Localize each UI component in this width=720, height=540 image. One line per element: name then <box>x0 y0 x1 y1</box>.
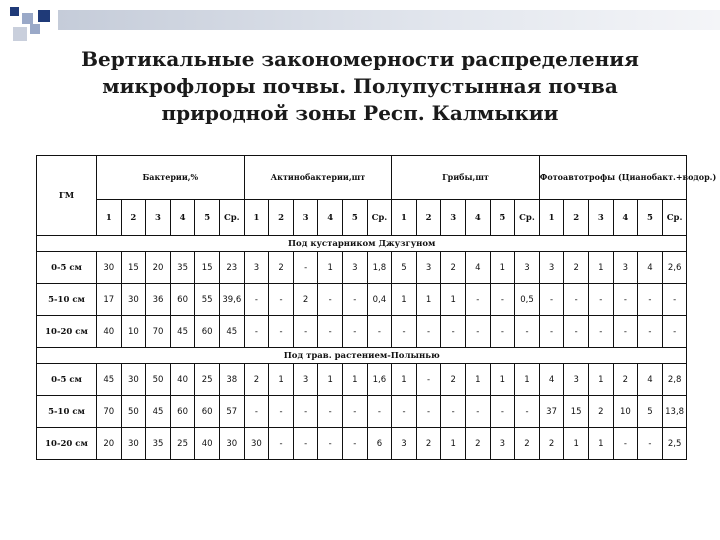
table-cell: 55 <box>195 284 220 316</box>
table-cell: - <box>539 284 564 316</box>
table-cell: - <box>416 396 441 428</box>
table-cell: - <box>465 316 490 348</box>
table-cell: - <box>490 316 515 348</box>
table-cell: - <box>441 396 466 428</box>
table-cell: 70 <box>97 396 122 428</box>
table-cell: 50 <box>121 396 146 428</box>
table-cell: - <box>490 396 515 428</box>
row-label: 10-20 см <box>37 316 97 348</box>
table-cell: 3 <box>392 428 417 460</box>
table-cell: - <box>293 316 318 348</box>
table-cell: 2,5 <box>662 428 687 460</box>
table-cell: 2 <box>564 252 589 284</box>
table-cell: 5 <box>392 252 417 284</box>
table-cell: 1 <box>564 428 589 460</box>
table-cell: 10 <box>121 316 146 348</box>
table-cell: - <box>638 284 663 316</box>
sub-header: 2 <box>416 200 441 236</box>
table-cell: 45 <box>170 316 195 348</box>
sub-header: Ср. <box>515 200 540 236</box>
table-cell: 1 <box>269 364 294 396</box>
table-cell: - <box>588 316 613 348</box>
table-cell: 0,4 <box>367 284 392 316</box>
table-cell: - <box>318 396 343 428</box>
table-cell: 17 <box>97 284 122 316</box>
table-cell: 1 <box>441 284 466 316</box>
table-cell: 70 <box>146 316 171 348</box>
table-cell: - <box>564 316 589 348</box>
table-cell: 30 <box>121 364 146 396</box>
table-cell: - <box>662 316 687 348</box>
table-cell: 1 <box>465 364 490 396</box>
sub-header: 5 <box>343 200 368 236</box>
table-cell: - <box>269 316 294 348</box>
table-cell: 30 <box>97 252 122 284</box>
table-cell: 3 <box>416 252 441 284</box>
table-cell: - <box>392 396 417 428</box>
table-cell: 3 <box>515 252 540 284</box>
table-cell: 1,8 <box>367 252 392 284</box>
table-cell: 1 <box>588 364 613 396</box>
sub-header: 4 <box>170 200 195 236</box>
table-cell: - <box>638 428 663 460</box>
group-header: Грибы,шт <box>392 156 540 200</box>
table-cell: 2,8 <box>662 364 687 396</box>
table-cell: 2 <box>269 252 294 284</box>
table-cell: - <box>564 284 589 316</box>
table-cell: - <box>490 284 515 316</box>
table-cell: 6 <box>367 428 392 460</box>
table-cell: 2 <box>539 428 564 460</box>
table-cell: 2 <box>613 364 638 396</box>
table-cell: 1 <box>441 428 466 460</box>
table-cell: 13,8 <box>662 396 687 428</box>
table-cell: 50 <box>146 364 171 396</box>
table-cell: 2 <box>441 252 466 284</box>
table-cell: - <box>343 396 368 428</box>
sub-header: 1 <box>392 200 417 236</box>
sub-header: 5 <box>490 200 515 236</box>
table-cell: - <box>367 316 392 348</box>
table-cell: 25 <box>195 364 220 396</box>
sub-header: 4 <box>613 200 638 236</box>
decor-square <box>38 10 50 22</box>
table-cell: 3 <box>244 252 269 284</box>
table-row <box>37 284 687 316</box>
table-cell: 60 <box>195 316 220 348</box>
table-cell: 2 <box>515 428 540 460</box>
table-cell: - <box>244 284 269 316</box>
table-cell: - <box>269 428 294 460</box>
decor-square <box>30 24 40 34</box>
table-cell: - <box>318 316 343 348</box>
table-cell: - <box>343 428 368 460</box>
table-cell: - <box>416 364 441 396</box>
table-cell: - <box>343 316 368 348</box>
table-cell: - <box>318 284 343 316</box>
table-cell: 1 <box>416 284 441 316</box>
table-cell: 60 <box>195 396 220 428</box>
table-cell: 60 <box>170 284 195 316</box>
sub-header: 3 <box>588 200 613 236</box>
sub-header: 2 <box>269 200 294 236</box>
sub-header: 2 <box>564 200 589 236</box>
table-cell: - <box>613 428 638 460</box>
sub-header: Ср. <box>662 200 687 236</box>
table-cell: 10 <box>613 396 638 428</box>
table-cell: - <box>318 428 343 460</box>
table-cell: 4 <box>638 252 663 284</box>
row-label: 5-10 см <box>37 284 97 316</box>
sub-header: 4 <box>465 200 490 236</box>
table-cell: - <box>244 396 269 428</box>
table-cell: 1 <box>343 364 368 396</box>
table-cell: 3 <box>343 252 368 284</box>
table-cell: 2 <box>441 364 466 396</box>
table-cell: 1 <box>588 428 613 460</box>
sub-header: 3 <box>441 200 466 236</box>
group-header: Актинобактерии,шт <box>244 156 392 200</box>
decor-header-bar <box>58 10 720 30</box>
table-cell: 30 <box>121 284 146 316</box>
table-cell: 38 <box>219 364 244 396</box>
table-cell: 35 <box>146 428 171 460</box>
table-cell: - <box>416 316 441 348</box>
table-row <box>37 364 687 396</box>
section-title: Под трав. растением-Полынью <box>37 348 687 364</box>
table-cell: 2 <box>588 396 613 428</box>
table-cell: 3 <box>613 252 638 284</box>
sub-header: 1 <box>539 200 564 236</box>
table-cell: 25 <box>170 428 195 460</box>
table-cell: 3 <box>490 428 515 460</box>
table-cell: 60 <box>170 396 195 428</box>
table-cell: 40 <box>170 364 195 396</box>
table-cell: 15 <box>121 252 146 284</box>
sub-header: 2 <box>121 200 146 236</box>
table-cell: - <box>269 284 294 316</box>
table-cell: - <box>465 284 490 316</box>
table-cell: 3 <box>539 252 564 284</box>
table-cell: 0,5 <box>515 284 540 316</box>
sub-header: Ср. <box>219 200 244 236</box>
table-cell: - <box>662 284 687 316</box>
table-cell: - <box>293 252 318 284</box>
table-cell: - <box>392 316 417 348</box>
table-cell: 45 <box>146 396 171 428</box>
table-cell: 1 <box>392 284 417 316</box>
table-cell: - <box>269 396 294 428</box>
sub-header: 4 <box>318 200 343 236</box>
decor-square <box>13 27 27 41</box>
table-cell: 30 <box>121 428 146 460</box>
row-label: 10-20 см <box>37 428 97 460</box>
table-cell: 35 <box>170 252 195 284</box>
row-label: 0-5 см <box>37 252 97 284</box>
table-cell: - <box>515 396 540 428</box>
table-cell: 1,6 <box>367 364 392 396</box>
gm-header: ГМ <box>37 156 97 236</box>
table-cell: 57 <box>219 396 244 428</box>
table-cell: 15 <box>195 252 220 284</box>
table-cell: 3 <box>564 364 589 396</box>
table-cell: 40 <box>195 428 220 460</box>
table-cell: 45 <box>219 316 244 348</box>
table-cell: 1 <box>318 252 343 284</box>
table-cell: 4 <box>539 364 564 396</box>
section-title: Под кустарником Джузгуном <box>37 236 687 252</box>
table-cell: 2,6 <box>662 252 687 284</box>
table-cell: 1 <box>490 252 515 284</box>
decor-square <box>22 13 33 24</box>
row-label: 5-10 см <box>37 396 97 428</box>
table-cell: 30 <box>219 428 244 460</box>
sub-header: 3 <box>293 200 318 236</box>
sub-header: 5 <box>638 200 663 236</box>
table-row <box>37 396 687 428</box>
table-cell: 23 <box>219 252 244 284</box>
table-cell: 3 <box>293 364 318 396</box>
table-cell: 1 <box>318 364 343 396</box>
table-cell: 1 <box>515 364 540 396</box>
table-cell: 20 <box>97 428 122 460</box>
group-header: Бактерии,% <box>97 156 245 200</box>
sub-header: 1 <box>97 200 122 236</box>
table-cell: 4 <box>638 364 663 396</box>
table-cell: - <box>539 316 564 348</box>
sub-header: Ср. <box>367 200 392 236</box>
table-cell: - <box>613 316 638 348</box>
sub-header: 1 <box>244 200 269 236</box>
table-cell: 20 <box>146 252 171 284</box>
microflora-table <box>36 155 717 460</box>
table-cell: - <box>638 316 663 348</box>
group-header: Фотоавтотрофы (Цианобакт.+водор.) <box>539 156 687 200</box>
table-cell: - <box>515 316 540 348</box>
table-cell: - <box>343 284 368 316</box>
table-cell: - <box>367 396 392 428</box>
table-cell: - <box>588 284 613 316</box>
table-cell: 2 <box>293 284 318 316</box>
table-cell: 5 <box>638 396 663 428</box>
table-cell: - <box>613 284 638 316</box>
table-cell: 39,6 <box>219 284 244 316</box>
table-cell: 2 <box>416 428 441 460</box>
table-cell: - <box>293 396 318 428</box>
table-row <box>37 428 687 460</box>
table-cell: 15 <box>564 396 589 428</box>
table-cell: 40 <box>97 316 122 348</box>
table-cell: 1 <box>392 364 417 396</box>
sub-header: 3 <box>146 200 171 236</box>
table-cell: - <box>293 428 318 460</box>
table-row <box>37 316 687 348</box>
table-cell: 37 <box>539 396 564 428</box>
table-cell: 45 <box>97 364 122 396</box>
table-cell: - <box>465 396 490 428</box>
table-cell: 2 <box>244 364 269 396</box>
table-row <box>37 252 687 284</box>
table-cell: 4 <box>465 252 490 284</box>
table-cell: 30 <box>244 428 269 460</box>
table-cell: 1 <box>490 364 515 396</box>
table-cell: 2 <box>465 428 490 460</box>
table-cell: 36 <box>146 284 171 316</box>
table-cell: - <box>244 316 269 348</box>
table-cell: - <box>441 316 466 348</box>
row-label: 0-5 см <box>37 364 97 396</box>
decor-square <box>10 7 19 16</box>
table-cell: 1 <box>588 252 613 284</box>
page-title: Вертикальные закономерности распределения микрофлоры почвы. Полупустынная почва природной зоны Респ. Калмыкии <box>81 47 639 125</box>
sub-header: 5 <box>195 200 220 236</box>
